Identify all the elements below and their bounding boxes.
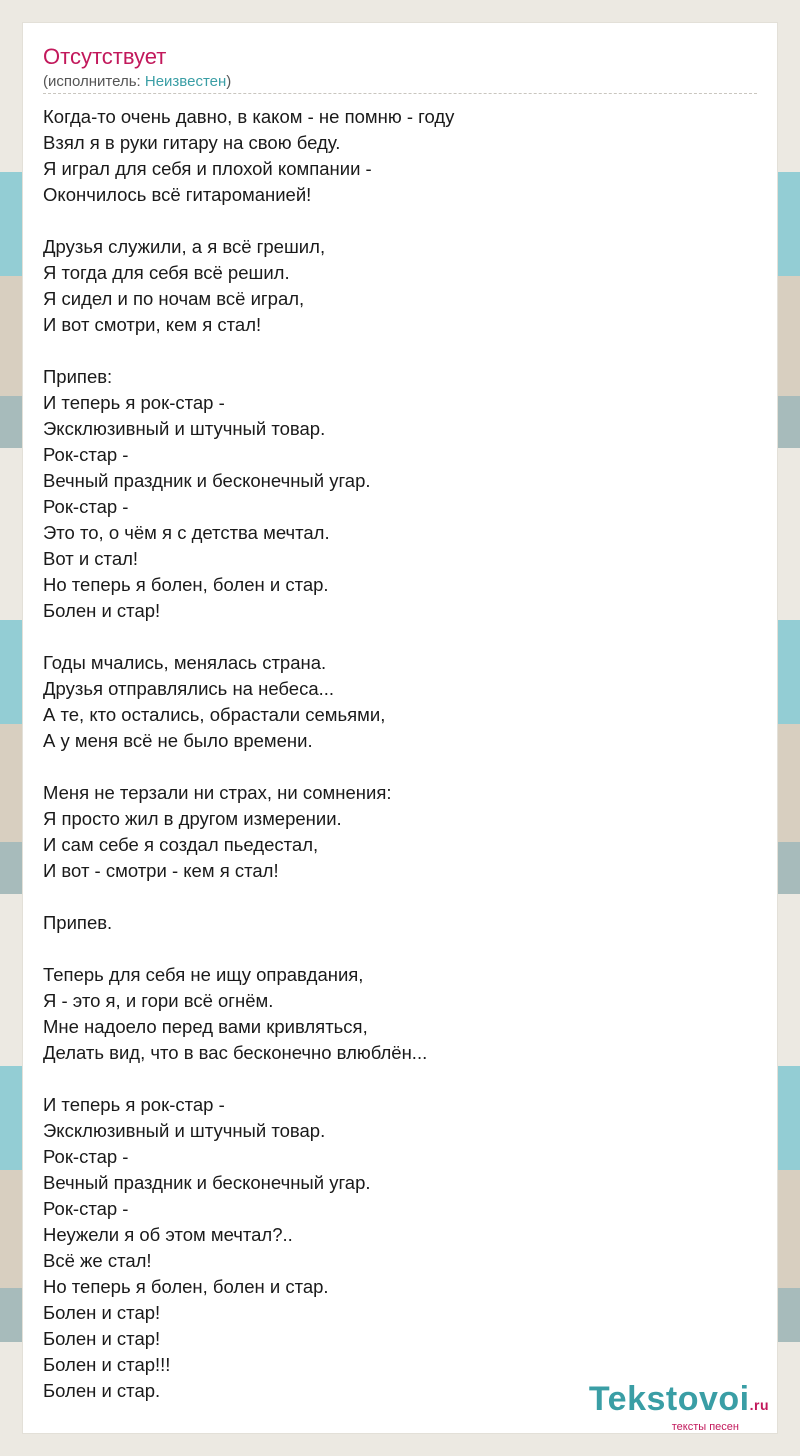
site-logo[interactable]: [589, 1381, 769, 1433]
lyric-line: А у меня всё не было времени.: [43, 730, 313, 751]
lyric-line: Припев:: [43, 366, 113, 387]
lyric-line: Теперь для себя не ищу оправдания,: [43, 964, 364, 985]
lyric-line: Друзья отправлялись на небеса...: [43, 678, 335, 699]
lyric-line: Болен и стар.: [43, 1380, 161, 1401]
lyric-line: Я тогда для себя всё решил.: [43, 262, 290, 283]
lyric-line: [43, 754, 757, 780]
lyric-line: [43, 624, 757, 650]
lyric-line: Я просто жил в другом измерении.: [43, 808, 342, 829]
lyric-line: Болен и стар!: [43, 1328, 161, 1349]
lyric-line: [43, 1066, 757, 1092]
artist-line: [43, 72, 231, 92]
lyric-line: И теперь я рок-стар -: [43, 392, 225, 413]
artist-link[interactable]: Неизвестен: [144, 73, 227, 90]
lyric-line: Но теперь я болен, болен и стар.: [43, 1276, 329, 1297]
lyric-line: Это то, о чём я с детства мечтал.: [43, 522, 330, 543]
logo-name: Tekstovoi: [588, 1380, 750, 1418]
artist-suffix: ): [226, 73, 232, 90]
lyric-line: Друзья служили, а я всё грешил,: [43, 236, 326, 257]
lyric-line: Припев.: [43, 912, 113, 933]
lyric-line: Но теперь я болен, болен и стар.: [43, 574, 329, 595]
logo-suffix: .ru: [749, 1397, 769, 1413]
lyric-line: Эксклюзивный и штучный товар.: [43, 418, 326, 439]
lyric-line: Годы мчались, менялась страна.: [43, 652, 327, 673]
lyric-line: Мне надоело перед вами кривляться,: [43, 1016, 368, 1037]
lyric-line: Рок-стар -: [43, 1146, 129, 1167]
lyric-line: Я - это я, и гори всё огнём.: [43, 990, 274, 1011]
lyric-line: Я сидел и по ночам всё играл,: [43, 288, 305, 309]
lyric-line: Вечный праздник и бесконечный угар.: [43, 470, 371, 491]
lyric-line: Рок-стар -: [43, 1198, 129, 1219]
lyric-line: А те, кто остались, обрастали семьями,: [43, 704, 386, 725]
lyric-line: Рок-стар -: [43, 444, 129, 465]
lyrics-text: [43, 104, 757, 1404]
lyric-line: Вот и стал!: [43, 548, 139, 569]
lyrics-card: [22, 22, 778, 1434]
lyric-line: Болен и стар!: [43, 1302, 161, 1323]
song-title: Отсутствует: [43, 44, 167, 69]
lyric-line: Взял я в руки гитару на свою беду.: [43, 132, 341, 153]
lyric-line: Эксклюзивный и штучный товар.: [43, 1120, 326, 1141]
lyric-line: Болен и стар!!!: [43, 1354, 171, 1375]
lyric-line: [43, 338, 757, 364]
divider: [43, 93, 757, 94]
lyric-line: И вот - смотри - кем я стал!: [43, 860, 279, 881]
lyric-line: Болен и стар!: [43, 600, 161, 621]
lyric-line: Вечный праздник и бесконечный угар.: [43, 1172, 371, 1193]
lyric-line: [43, 208, 757, 234]
lyric-line: И теперь я рок-стар -: [43, 1094, 225, 1115]
lyric-line: Окончилось всё гитароманией!: [43, 184, 312, 205]
lyric-line: Я играл для себя и плохой компании -: [43, 158, 372, 179]
lyric-line: Когда-то очень давно, в каком - не помню - году: [43, 106, 455, 127]
lyric-line: Меня не терзали ни страх, ни сомнения:: [43, 782, 392, 803]
lyric-line: И вот смотри, кем я стал!: [43, 314, 262, 335]
lyric-line: И сам себе я создал пьедестал,: [43, 834, 319, 855]
lyric-line: [43, 936, 757, 962]
logo-tagline: тексты песен: [671, 1421, 739, 1433]
artist-prefix: (исполнитель:: [43, 73, 145, 90]
lyric-line: [43, 884, 757, 910]
lyric-line: Делать вид, что в вас бесконечно влюблён...: [43, 1042, 428, 1063]
lyric-line: Неужели я об этом мечтал?..: [43, 1224, 293, 1245]
lyric-line: Рок-стар -: [43, 496, 129, 517]
lyric-line: Всё же стал!: [43, 1250, 152, 1271]
